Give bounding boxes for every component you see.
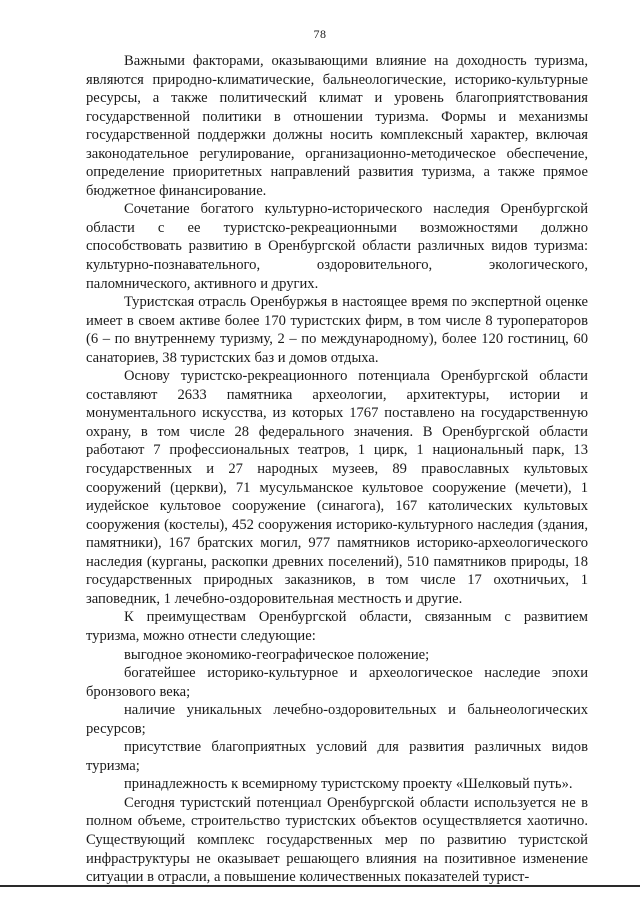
paragraph-recreation-potential: Основу туристско-рекреационного потенциала Оренбургской области составляют 2633 памятника археологии, архитектуры, истории и монументального искусства, из которых 1767 поставлено на государственную охрану, в том числе 28 федерального значения. В Оренбургской области работают 7 профессиональных театров, 1 цирк, 1 национальный парк, 13 государственных и 27 народных музеев, 89 православных культовых сооружений (церкви), 71 мусульманское культовое сооружение (мечети), 1 иудейское культовое сооружение (синагога), 167 католических культовых сооружения (костелы), 452 сооружения историко-культурного наследия (здания, памятники), 167 братских могил, 977 памятников историко-археологического наследия (курганы, раскопки древних поселений), 510 памятников природы, 18 государственных природных заказников, в том числе 17 охотничьих, 1 заповедник, 1 лечебно-оздоровительная местность и другие. xyxy=(86,368,588,607)
paragraph-tourism-industry: Туристская отрасль Оренбуржья в настоящее время по экспертной оценке имеет в своем активе более 170 туристских фирм, в том числе 8 туроператоров (6 – по внутреннему туризму, 2 – по международному), более 120 гостиниц, 60 санаториев, 38 туристских баз и домов отдыха. xyxy=(86,294,588,366)
paragraph-current-state: Сегодня туристский потенциал Оренбургской области используется не в полном объеме, строительство туристских объектов осуществляется хаотично. Существующий комплекс государственных мер по развитию туристской инфраструктуры не оказывает решающего влияния на позитивное изменение ситуации в отрасли, а повышение количественных показателей турист- xyxy=(86,794,588,886)
list-item: богатейшее историко-культурное и археологическое наследие эпохи бронзового века; xyxy=(86,665,588,700)
list-item: присутствие благоприятных условий для развития различных видов туризма; xyxy=(86,739,588,774)
paragraph-cultural-heritage: Сочетание богатого культурно-исторического наследия Оренбургской области с ее туристско-рекреационными возможностями должно способствовать развитию в Оренбургской области различных видов туризма: культурно-познавательного, оздоровительного, экологического, паломнического, активного и других. xyxy=(86,201,588,292)
document-body xyxy=(86,52,588,887)
page-number: 78 xyxy=(313,27,327,41)
paragraph-advantages-intro: К преимуществам Оренбургской области, связанным с развитием туризма, можно отнести следующие: xyxy=(86,609,588,644)
list-item: принадлежность к всемирному туристскому проекту «Шелковый путь». xyxy=(124,776,573,793)
paragraph-tourism-factors: Важными факторами, оказывающими влияние на доходность туризма, являются природно-климатические, бальнеологические, историко-культурные ресурсы, а также политический климат и уровень благоприятствования государственной политики в отношении туризма. Формы и механизмы государственной поддержки должны носить комплексный характер, включая законодательное регулирование, организационно-методическое обеспечение, определение приоритетных направлений развития туризма, а также прямое бюджетное финансирование. xyxy=(86,53,588,199)
list-item: наличие уникальных лечебно-оздоровительных и бальнеологических ресурсов; xyxy=(86,702,588,737)
bottom-rule xyxy=(0,885,640,887)
list-item: выгодное экономико-географическое положение; xyxy=(124,646,430,663)
